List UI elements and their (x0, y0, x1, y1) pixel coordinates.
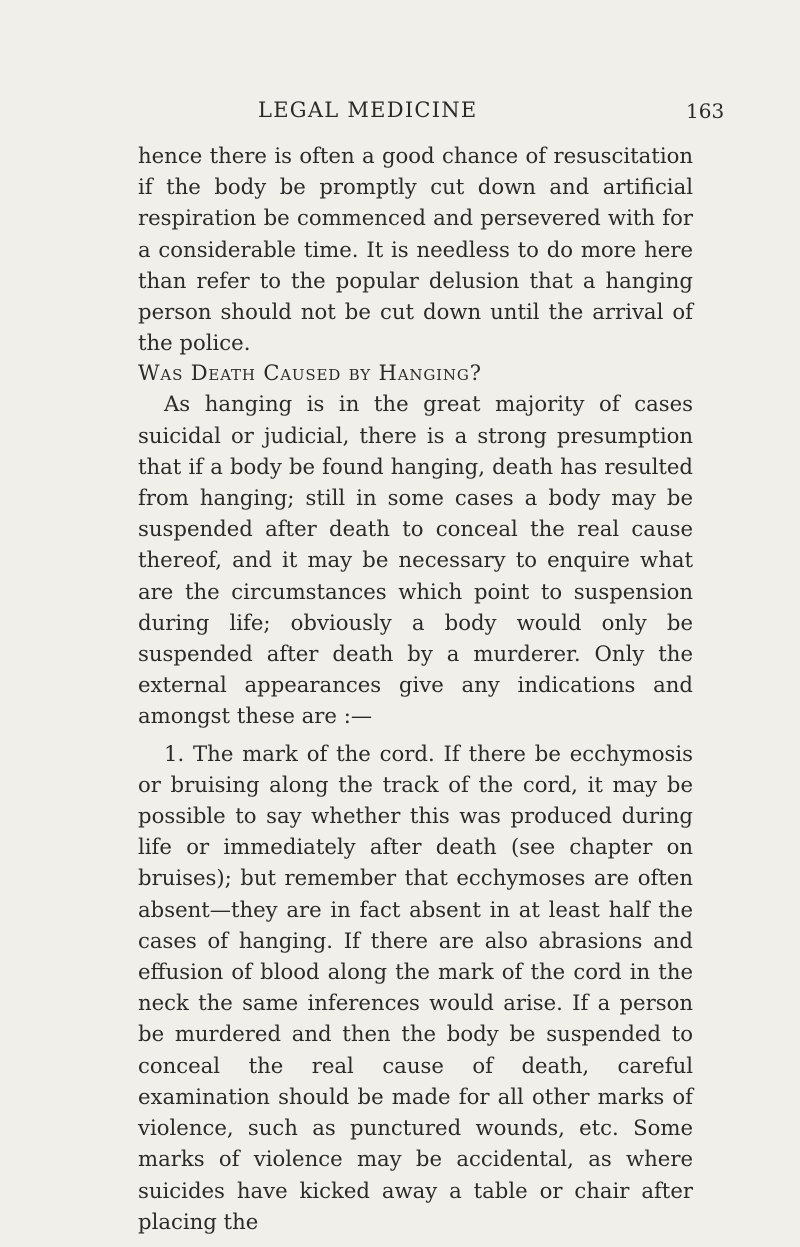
paragraph-continuation: hence there is often a good chance of resuscitation if the body be promptly cut down and artificial respiration be commenced and persevered with for a considerable time. It is needless to do more here than refer to the popular delusion that a hanging person should not be cut down until the arrival of the police. (138, 143, 693, 356)
body-text (138, 140, 693, 1237)
paragraph-mark-of-cord: 1. The mark of the cord. If there be ecchymosis or bruising along the track of the cord, it may be possible to say whether this was produced during life or immediately after death (see chapter on bruises); but remember that ecchymoses are often absent—they are in fact absent in at least half the cases of hanging. If there are also abrasions and effusion of blood along the mark of the cord in the neck the same inferences would arise. If a person be murdered and then the body be suspended to conceal the real cause of death, careful examination should be made for all other marks of violence, such as punctured wounds, etc. Some marks of violence may be accidental, as where suicides have kicked away a table or chair after placing the (138, 740, 693, 1234)
running-title: LEGAL MEDICINE (258, 98, 478, 122)
paragraph-hanging-presumption: As hanging is in the great majority of cases suicidal or judicial, there is a strong presumption that if a body be found hanging, death has resulted from hanging; still in some cases a body may be suspended after death to conceal the real cause thereof, and it may be necessary to enquire what are the circumstances which point to suspension during life; obviously a body would only be suspended after death by a murderer. Only the external appearances give any indications and amongst these are :— (138, 391, 693, 729)
section-heading: Was Death Caused by Hanging? (138, 361, 482, 386)
page-number: 163 (686, 99, 725, 123)
page-header (0, 98, 800, 128)
